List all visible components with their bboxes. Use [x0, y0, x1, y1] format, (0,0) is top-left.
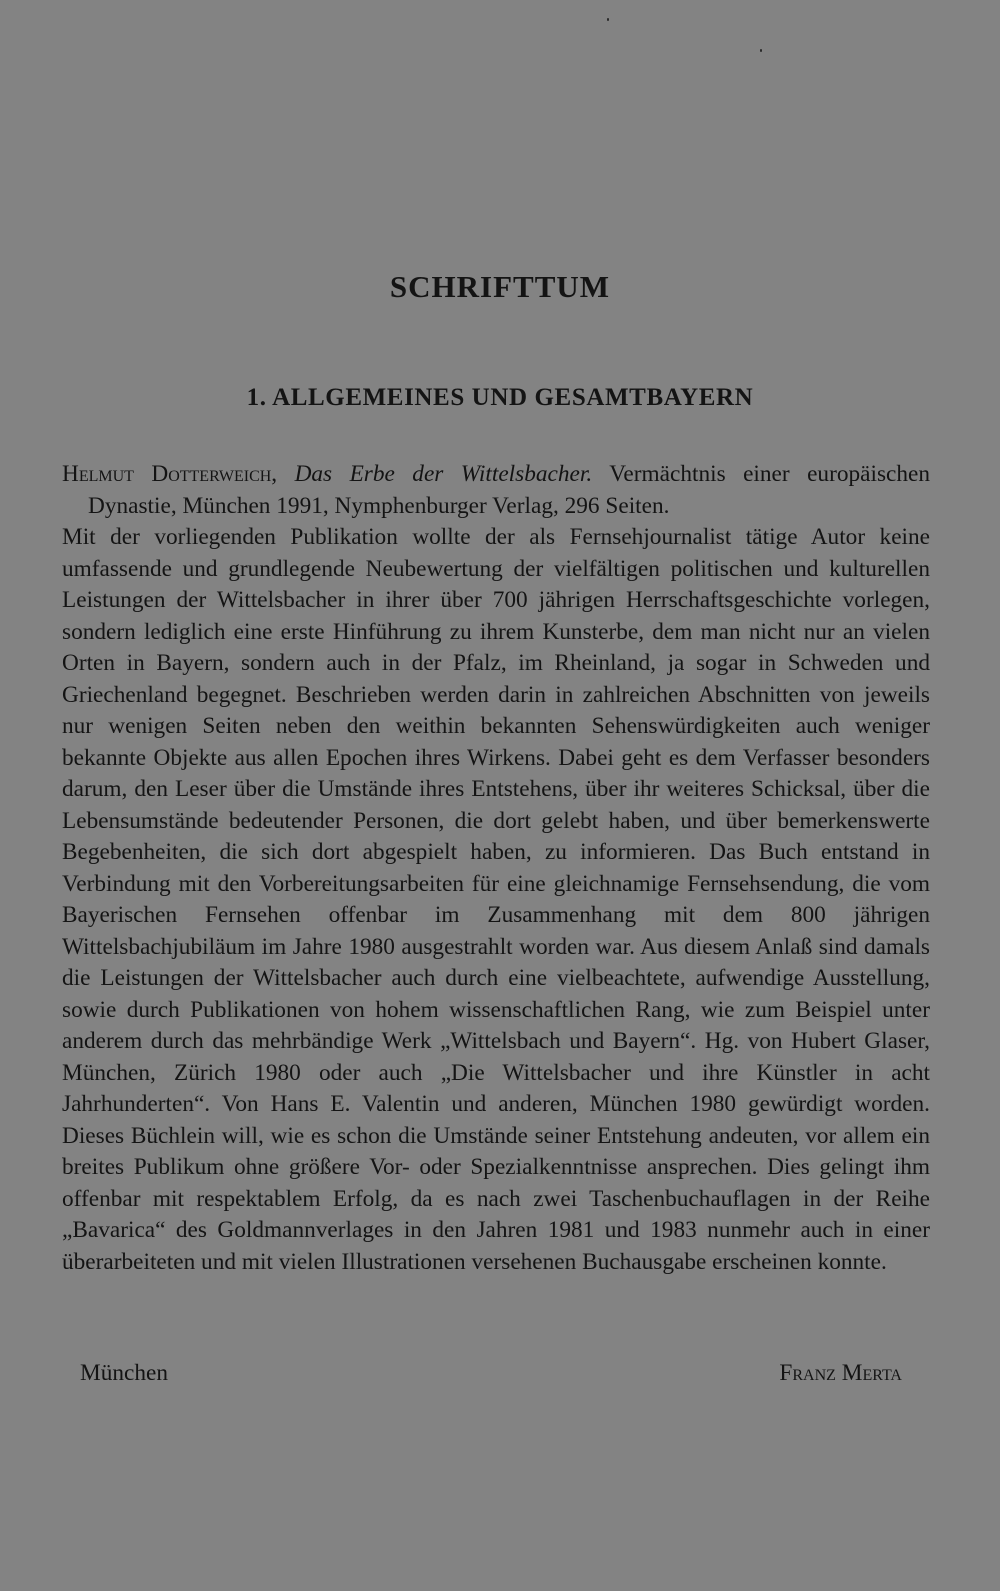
- book-review: [62, 459, 930, 1278]
- citation-author: Helmut Dotterweich,: [62, 461, 278, 487]
- scan-speck: [607, 18, 609, 21]
- section-heading: 1. ALLGEMEINES UND GESAMTBAYERN: [246, 383, 754, 411]
- review-place: München: [80, 1360, 168, 1386]
- review-text: Mit der vorliegenden Publikation wollte der als Fernsehjournalist tätige Autor keine umfassende und grundlegende Neubewertung der vielfältigen politischen und kulturellen Leistungen der Wittelsbacher in ihrer über 700 jährigen Herrschaftsgeschichte vorlegen, sondern lediglich eine erste Hinführung zu ihrem Kunsterbe, dem man nicht nur an vielen Orten in Bayern, sondern auch in der Pfalz, im Rheinland, ja sogar in Schweden und Griechenland begegnet. Beschrieben werden darin in zahlreichen Abschnitten von jeweils nur wenigen Seiten neben den weithin bekannten Sehenswürdigkeiten auch weniger bekannte Objekte aus allen Epochen ihres Wirkens. Dabei geht es dem Verfasser besonders darum, den Leser über die Umstände ihres Entstehens, über ihr weiteres Schicksal, über die Lebensumstände bedeutender Personen, die dort gelebt haben, und über bemerkenswerte Begebenheiten, die sich dort abgespielt haben, zu informieren. Das Buch entstand in Verbindung mit den Vorbereitungsarbeiten für eine gleichnamige Fernsehsendung, die vom Bayerischen Fernsehen offenbar im Zusammenhang mit dem 800 jährigen Wittelsbachjubiläum im Jahre 1980 ausgestrahlt worden war. Aus diesem Anlaß sind damals die Leistungen der Wittelsbacher auch durch eine vielbeachtete, aufwendige Ausstellung, sowie durch Publikationen von hohem wissenschaftlichen Rang, wie zum Beispiel unter anderem durch das mehrbändige Werk „Wittelsbach und Bayern“. Hg. von Hubert Glaser, München, Zürich 1980 oder auch „Die Wittelsbacher und ihre Künstler in acht Jahrhunderten“. Von Hans E. Valentin und anderen, München 1980 gewürdigt worden. Dieses Büchlein will, wie es schon die Umstände seiner Entstehung andeuten, vor allem ein breites Publikum ohne größere Vor- oder Spezialkenntnisse ansprechen. Dies gelingt ihm offenbar mit respektablem Erfolg, da es nach zwei Taschenbuchauflagen in der Reihe „Bavarica“ des Goldmannverlages in den Jahren 1981 und 1983 nunmehr auch in einer überarbeiteten und mit vielen Illustrationen versehenen Buchausgabe erscheinen konnte.: [62, 524, 930, 1275]
- review-signature: [80, 1358, 902, 1390]
- citation-book-title: Das Erbe der Wittelsbacher.: [294, 461, 593, 487]
- scan-speck: [760, 49, 762, 52]
- bibliographic-citation: [62, 459, 930, 522]
- citation-publication-details: Vermächtnis einer europäischen Dynastie, München 1991, Nymphenburger Verlag, 296 Seiten.: [88, 461, 930, 519]
- reviewer-name: Franz Merta: [779, 1360, 902, 1386]
- page-title: SCHRIFTTUM: [389, 268, 611, 304]
